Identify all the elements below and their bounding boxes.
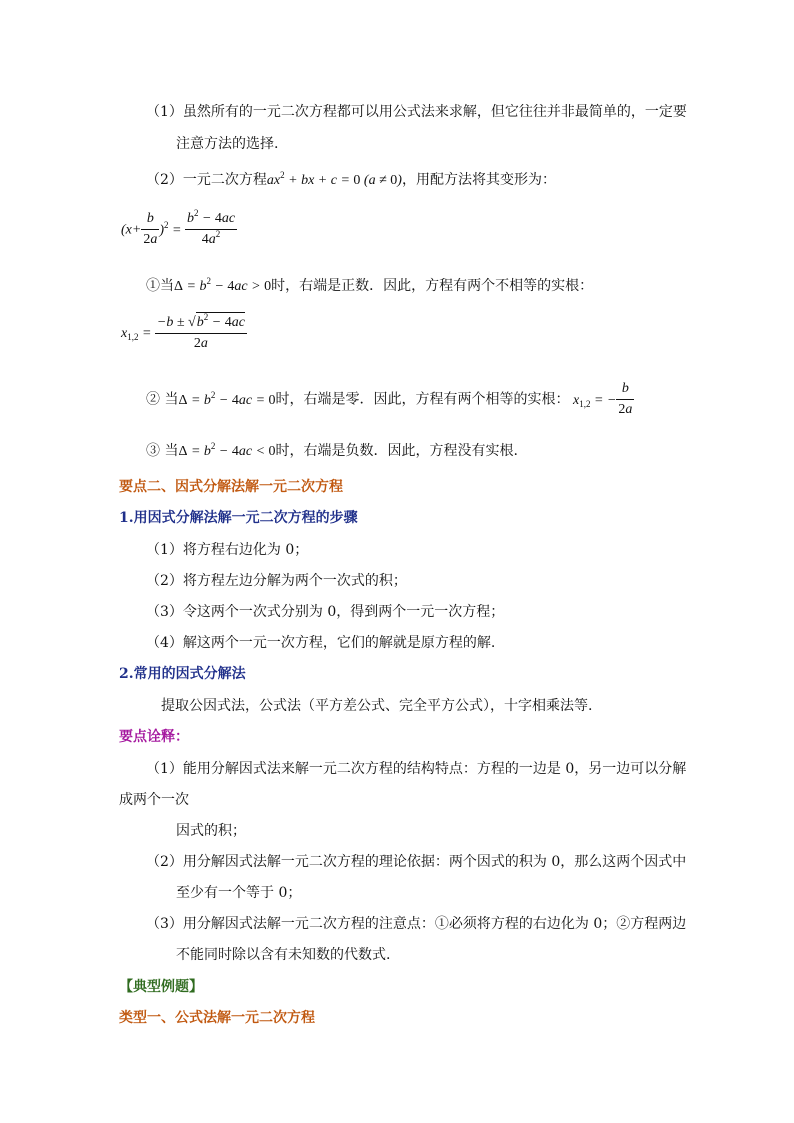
quadratic-general-form: $ax^2$ + bx + c = 0 (a ≠ 0): [266, 170, 402, 188]
note-2-lead: （2）一元二次方程: [146, 172, 267, 188]
case-2-lead: ② 当: [146, 391, 179, 408]
notes-1-line-1: （1）能用分解因式法来解一元二次方程的结构特点：方程的一边是 0，另一边可以分解: [146, 761, 687, 777]
notes-1-line-2: 成两个一次: [119, 792, 189, 808]
discriminant-negative: $\Delta = b^2 - 4ac < 0$: [178, 441, 276, 459]
step-3: （3）令这两个一次式分别为 0，得到两个一元一次方程；: [146, 604, 505, 620]
case-1-lead: ①当: [146, 278, 174, 294]
notes-heading: 要点诠释：: [119, 729, 189, 745]
step-1: （1）将方程右边化为 0；: [146, 542, 309, 558]
type-1-heading: 类型一、公式法解一元二次方程: [119, 1010, 315, 1026]
notes-1-line-3: 因式的积；: [176, 823, 246, 839]
notes-3-line-2: 不能同时除以含有未知数的代数式.: [176, 947, 391, 963]
note-1-line-1: （1）虽然所有的一元二次方程都可以用公式法来求解，但它往往并非最简单的，一定要: [146, 104, 687, 120]
common-methods-text: 提取公因式法，公式法（平方差公式、完全平方公式），十字相乘法等.: [161, 698, 593, 714]
root-formula: $x_{1,2}$ = $\frac{-b \pm √b^2 - 4ac}{2a}$: [121, 312, 245, 351]
completed-square-formula: (x+ $\frac{b}{2a}$ )$^2$ = $\frac{b^2 - 4ac}{4a^2}$: [121, 208, 236, 247]
discriminant-zero: $\Delta = b^2 - 4ac = 0$: [178, 389, 276, 408]
note-2-line: [146, 171, 556, 190]
section-heading-point-2: 要点二、因式分解法解一元二次方程: [119, 479, 343, 495]
double-root-formula: $x_{1,2}$ = −: [569, 392, 617, 409]
case-1-line: [146, 277, 593, 296]
examples-heading: 【典型例题】: [119, 979, 203, 995]
step-2: （2）将方程左边分解为两个一次式的积；: [146, 573, 407, 589]
note-2-tail: ，用配方法将其变形为：: [401, 172, 556, 188]
notes-2-line-1: （2）用分解因式法解一元二次方程的理论依据：两个因式的积为 0，那么这两个因式中: [146, 854, 687, 870]
note-1-line-2: 注意方法的选择.: [176, 136, 279, 152]
case-3-line: [146, 442, 518, 461]
notes-2-line-2: 至少有一个等于 0；: [176, 885, 302, 901]
notes-3-line-1: （3）用分解因式法解一元二次方程的注意点：①必须将方程的右边化为 0；②方程两边: [146, 916, 687, 932]
subheading-common-methods: 2.常用的因式分解法: [119, 666, 246, 682]
case-1-tail: 时，右端是正数．因此，方程有两个不相等的实根：: [271, 278, 594, 294]
case-2-tail: 时，右端是零．因此，方程有两个相等的实根：: [275, 391, 570, 408]
case-3-lead: ③ 当: [146, 443, 179, 459]
case-2-line: ② 当$\Delta = b^2 - 4ac = 0$时，右端是零．因此，方程有两个相等的实根： $x_{1,2}$ = − $\frac{b}{2a}$: [146, 381, 633, 417]
subheading-steps: 1.用因式分解法解一元二次方程的步骤: [119, 510, 358, 526]
step-4: （4）解这两个一元一次方程，它们的解就是原方程的解.: [146, 635, 496, 651]
case-3-tail: 时，右端是负数．因此，方程没有实根.: [275, 443, 518, 459]
discriminant-positive: $\Delta = b^2 - 4ac > 0$: [174, 276, 272, 294]
